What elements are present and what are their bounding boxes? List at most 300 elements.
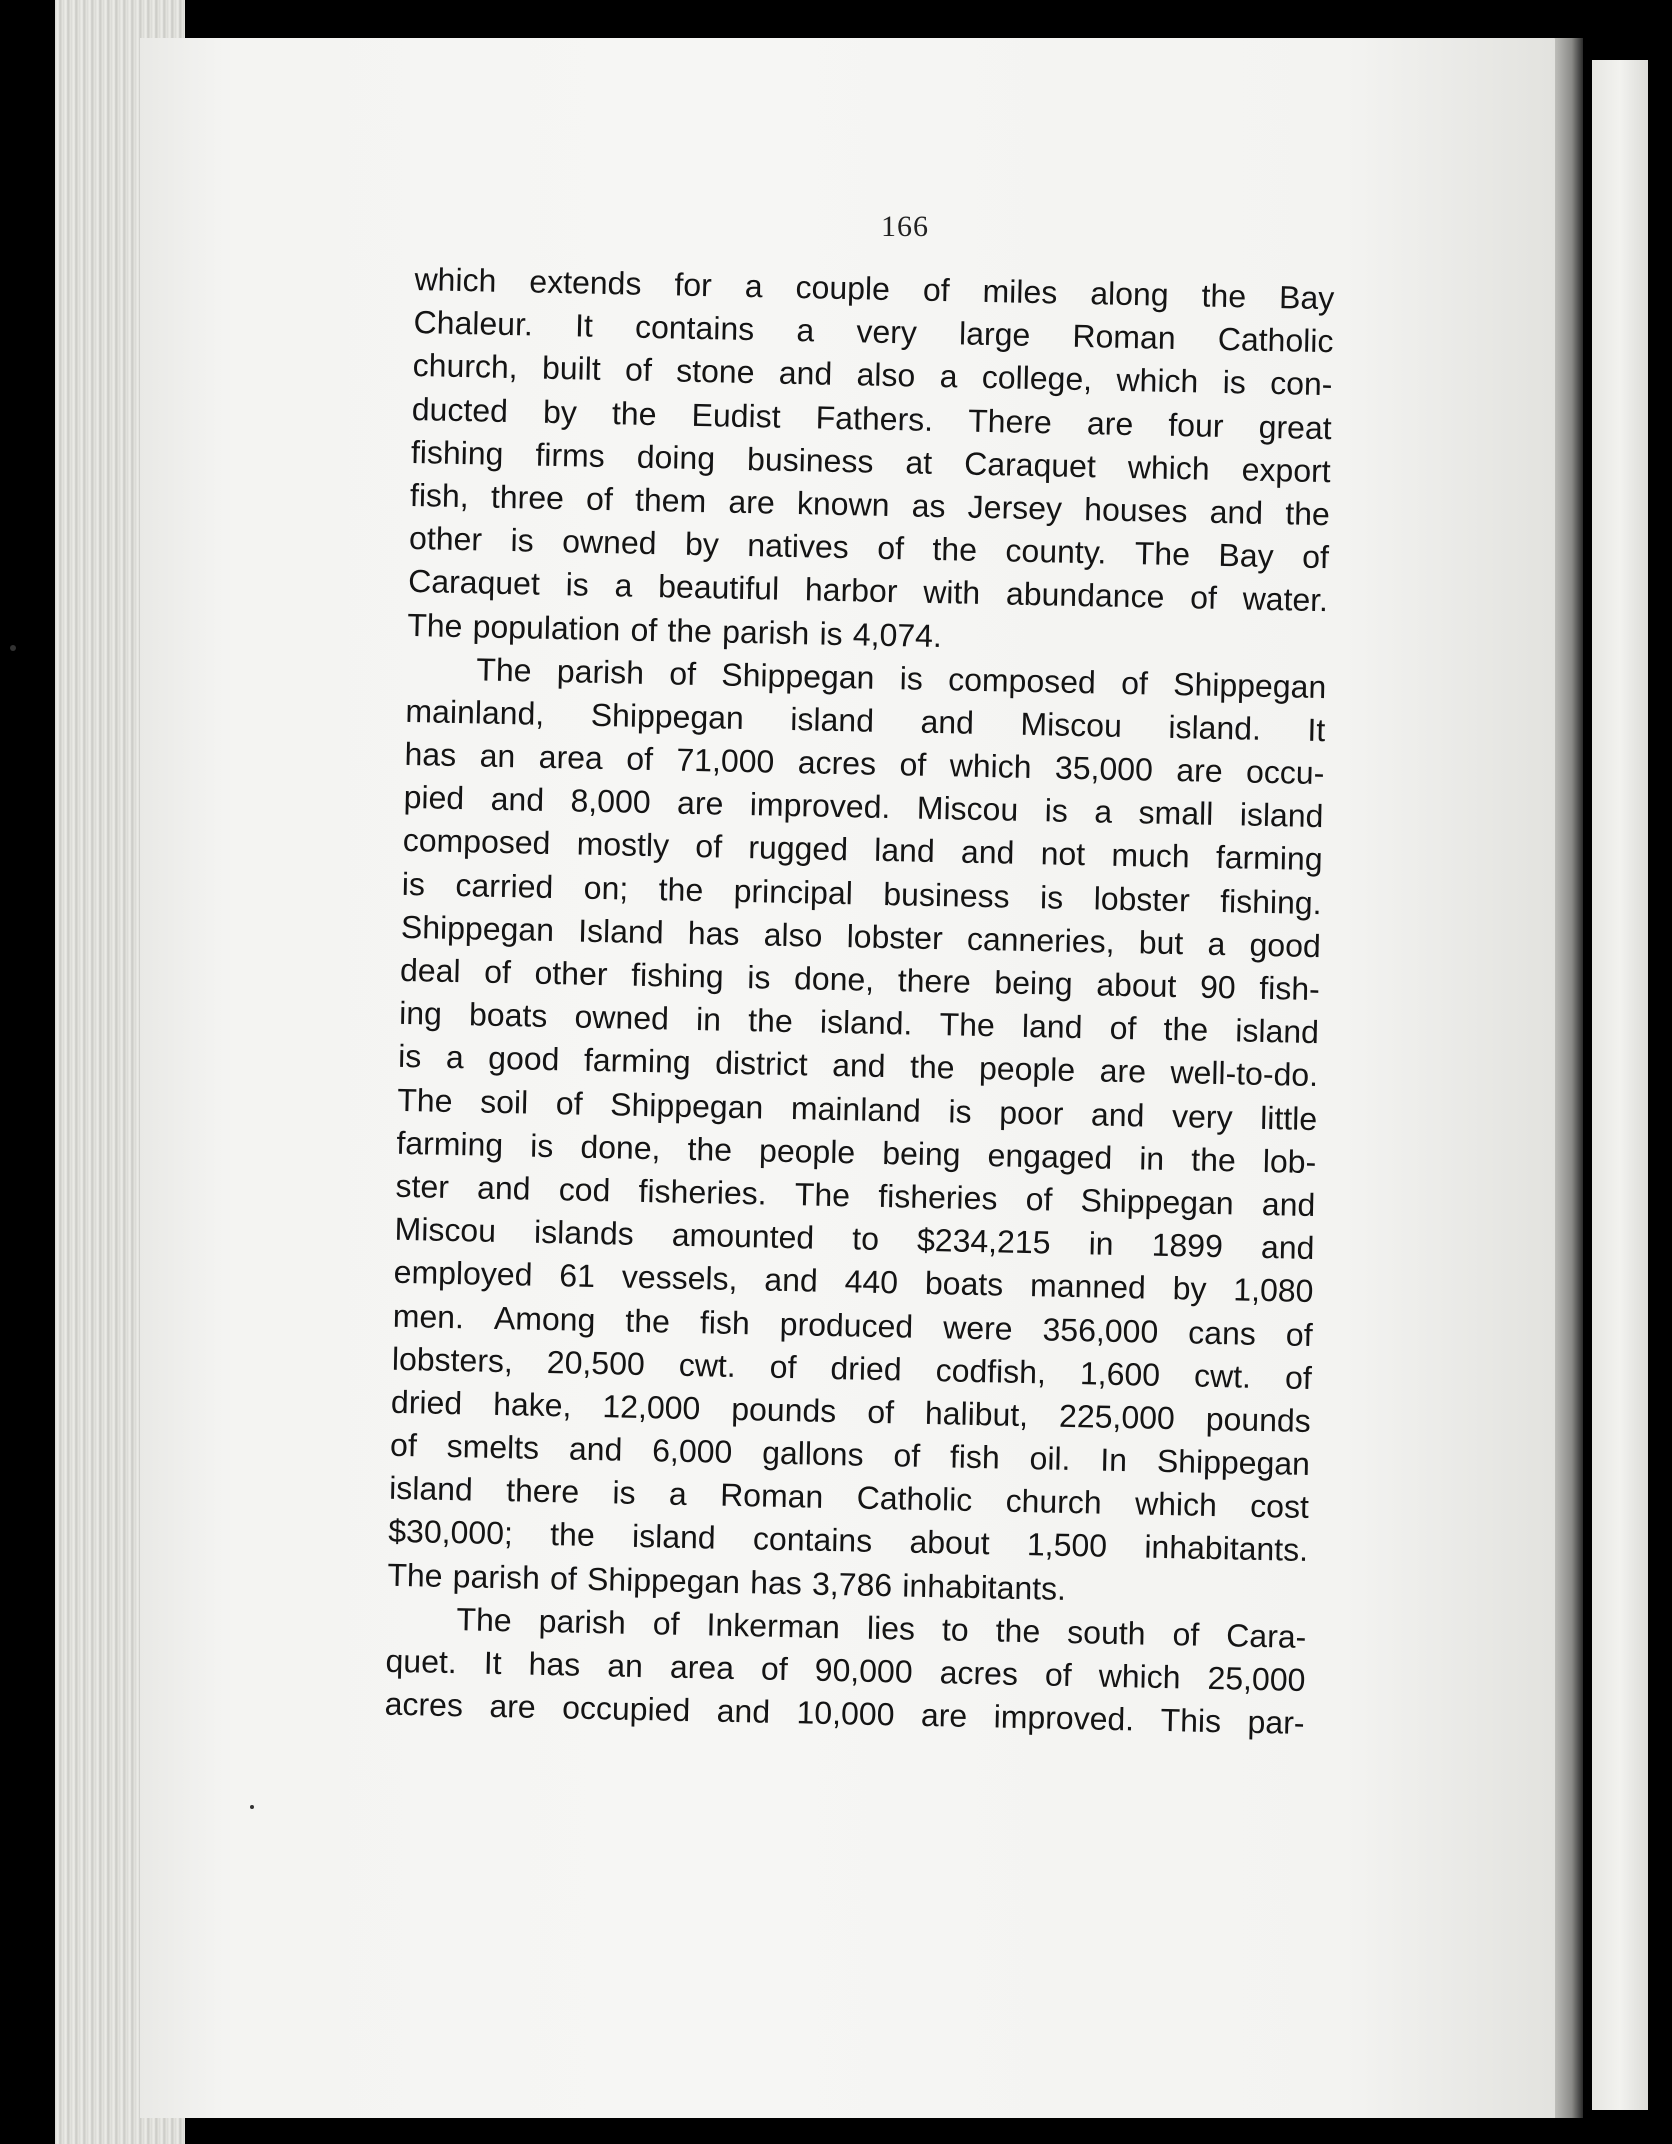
word: is bbox=[510, 522, 535, 559]
word: which bbox=[414, 260, 497, 299]
word: Chaleur. bbox=[413, 304, 534, 343]
word: a bbox=[744, 267, 763, 305]
word: Island bbox=[577, 912, 665, 951]
word: with bbox=[922, 574, 981, 612]
word: men. bbox=[392, 1297, 465, 1335]
word: 1899 bbox=[1151, 1226, 1224, 1265]
word: are bbox=[676, 784, 724, 822]
word: a bbox=[614, 567, 633, 604]
word: improved. bbox=[993, 1698, 1135, 1738]
word: well-to-do. bbox=[1170, 1054, 1319, 1094]
word: codfish, bbox=[935, 1351, 1047, 1391]
word: 12,000 bbox=[602, 1388, 701, 1427]
word: dried bbox=[830, 1349, 903, 1388]
word: island bbox=[388, 1469, 474, 1508]
book-gutter bbox=[1555, 38, 1583, 2118]
word: of bbox=[669, 655, 697, 692]
word: is bbox=[1044, 792, 1069, 830]
word: occupied bbox=[561, 1689, 691, 1729]
word: beautiful bbox=[657, 568, 780, 608]
word: of bbox=[483, 953, 512, 991]
word: The bbox=[406, 606, 463, 644]
word: and bbox=[764, 1261, 819, 1299]
word: This bbox=[1160, 1702, 1222, 1740]
word: doing bbox=[636, 438, 716, 477]
word: of bbox=[760, 1650, 789, 1688]
word: $30,000; bbox=[387, 1513, 514, 1552]
word: by bbox=[542, 393, 578, 430]
word: ducted bbox=[411, 390, 509, 429]
word: large bbox=[958, 315, 1031, 354]
word: 440 bbox=[844, 1263, 899, 1301]
word: vessels, bbox=[621, 1258, 738, 1298]
word: of bbox=[585, 480, 614, 518]
word: of bbox=[1189, 579, 1218, 617]
word: Catholic bbox=[1217, 321, 1334, 360]
word: land bbox=[873, 832, 936, 870]
word: cans bbox=[1187, 1313, 1257, 1352]
word: area bbox=[538, 738, 604, 777]
word: inhabitants. bbox=[902, 1567, 1067, 1607]
word: is bbox=[565, 566, 590, 604]
word: lobster bbox=[1093, 879, 1191, 918]
word: done, bbox=[793, 960, 875, 998]
word: The bbox=[387, 1556, 443, 1594]
word: at bbox=[905, 444, 933, 481]
word: great bbox=[1258, 408, 1332, 446]
word: The bbox=[794, 1176, 851, 1214]
word: has bbox=[687, 914, 740, 952]
word: $234,215 bbox=[916, 1221, 1051, 1261]
word: fish bbox=[699, 1303, 751, 1341]
word: south bbox=[1066, 1613, 1146, 1652]
word: export bbox=[1241, 451, 1332, 489]
word: and bbox=[568, 1430, 623, 1468]
word: has bbox=[749, 1563, 803, 1602]
word: business bbox=[882, 875, 1011, 915]
word: amounted bbox=[671, 1216, 815, 1256]
word: church bbox=[1005, 1482, 1103, 1521]
word: of bbox=[1285, 1315, 1313, 1353]
word: to bbox=[851, 1220, 880, 1258]
word: which bbox=[1134, 1485, 1218, 1524]
word: The bbox=[1134, 535, 1191, 573]
word: 71,000 bbox=[676, 741, 775, 780]
word: and bbox=[476, 1169, 531, 1207]
word: Miscou bbox=[1020, 705, 1123, 744]
word: about bbox=[909, 1524, 990, 1562]
word: parish bbox=[452, 1557, 541, 1596]
word: population bbox=[472, 607, 621, 647]
word: extends bbox=[529, 263, 642, 302]
word: stone bbox=[675, 352, 755, 391]
word: the bbox=[658, 870, 704, 908]
word: little bbox=[1259, 1099, 1318, 1137]
word: Roman bbox=[719, 1476, 824, 1516]
word: of bbox=[549, 1559, 578, 1597]
word: land bbox=[1021, 1008, 1083, 1046]
word: In bbox=[1100, 1441, 1128, 1479]
word: cwt. bbox=[678, 1346, 737, 1384]
word: principal bbox=[733, 872, 854, 911]
word: 225,000 bbox=[1058, 1397, 1176, 1437]
word: is bbox=[1039, 878, 1064, 916]
word: for bbox=[674, 266, 713, 304]
word: parish bbox=[556, 652, 645, 691]
page-number: 166 bbox=[881, 210, 929, 243]
word: of bbox=[866, 1393, 895, 1431]
word: the bbox=[932, 531, 978, 568]
word: cod bbox=[558, 1171, 611, 1209]
word: lob- bbox=[1262, 1142, 1317, 1180]
word: has bbox=[404, 735, 457, 774]
word: to bbox=[941, 1611, 970, 1648]
word: of bbox=[555, 1084, 583, 1122]
word: good bbox=[487, 1040, 560, 1078]
word: a bbox=[796, 312, 815, 349]
word: three bbox=[490, 478, 565, 517]
word: is bbox=[401, 865, 426, 902]
word: 90,000 bbox=[814, 1651, 914, 1690]
word: pied bbox=[403, 779, 465, 817]
word: dried bbox=[390, 1383, 463, 1422]
word: gallons bbox=[761, 1434, 864, 1473]
word: in bbox=[695, 1001, 722, 1038]
word: water. bbox=[1242, 580, 1329, 619]
word: which bbox=[1098, 1657, 1181, 1696]
word: harbor bbox=[804, 571, 898, 610]
word: It bbox=[483, 1644, 502, 1682]
word: acres bbox=[797, 744, 877, 782]
word: Miscou bbox=[916, 789, 1019, 829]
word: and bbox=[920, 703, 975, 741]
word: along bbox=[1089, 275, 1169, 313]
word: smelts bbox=[446, 1427, 540, 1466]
word: and bbox=[1209, 493, 1264, 531]
word: four bbox=[1168, 406, 1224, 444]
word: Shippegan bbox=[609, 1085, 764, 1126]
word: farming bbox=[1215, 839, 1323, 878]
word: and bbox=[960, 834, 1015, 872]
word: owned bbox=[574, 998, 670, 1037]
word: college, bbox=[981, 359, 1093, 398]
word: the bbox=[1284, 495, 1331, 533]
word: fisheries. bbox=[638, 1172, 768, 1212]
word: good bbox=[1249, 926, 1322, 964]
word: Shippegan bbox=[721, 656, 875, 696]
word: inhabitants. bbox=[1144, 1528, 1309, 1569]
word: hake, bbox=[492, 1385, 572, 1424]
word: the bbox=[549, 1516, 596, 1554]
word: Jersey bbox=[967, 488, 1063, 527]
word: island bbox=[790, 700, 875, 739]
word: and bbox=[778, 355, 833, 393]
word: and bbox=[831, 1047, 886, 1085]
word: the bbox=[1201, 277, 1247, 315]
word: 20,500 bbox=[546, 1343, 646, 1382]
word: contains bbox=[634, 308, 755, 348]
word: a bbox=[939, 358, 958, 395]
word: church, bbox=[412, 347, 519, 386]
word: as bbox=[911, 487, 946, 525]
word: are bbox=[489, 1688, 537, 1726]
word: fish, bbox=[409, 476, 470, 515]
word: small bbox=[1138, 794, 1214, 833]
word: of bbox=[652, 1605, 680, 1642]
word: on; bbox=[583, 869, 629, 907]
word: Catholic bbox=[856, 1479, 973, 1519]
word: 1,500 bbox=[1026, 1526, 1108, 1565]
word: fishing bbox=[410, 433, 504, 472]
word: in bbox=[1088, 1225, 1114, 1262]
word: is bbox=[397, 1038, 422, 1075]
word: parish bbox=[538, 1602, 627, 1641]
word: very bbox=[1171, 1097, 1233, 1135]
word: of bbox=[1025, 1180, 1053, 1218]
word: con- bbox=[1269, 365, 1333, 403]
word: of bbox=[1301, 538, 1330, 576]
word: island bbox=[1239, 796, 1324, 835]
word: other bbox=[408, 520, 483, 558]
word: about bbox=[1095, 966, 1177, 1005]
word: district bbox=[714, 1044, 809, 1083]
word: Shippegan bbox=[1080, 1182, 1235, 1222]
word: the bbox=[909, 1048, 955, 1086]
word: in bbox=[1138, 1140, 1165, 1177]
word: very bbox=[856, 313, 918, 351]
adjacent-page-edge bbox=[1592, 60, 1648, 2110]
word: owned bbox=[561, 523, 657, 562]
word: done, bbox=[580, 1128, 661, 1167]
word: Shippegan bbox=[1172, 665, 1327, 705]
word: 6,000 bbox=[651, 1432, 733, 1470]
word: the bbox=[995, 1612, 1041, 1650]
word: which bbox=[1127, 448, 1211, 487]
word: cost bbox=[1249, 1488, 1310, 1526]
word: houses bbox=[1083, 491, 1188, 530]
word: is bbox=[612, 1474, 636, 1512]
word: Inkerman bbox=[706, 1606, 841, 1646]
word: It bbox=[574, 307, 594, 344]
word: 10,000 bbox=[796, 1694, 895, 1733]
word: there bbox=[897, 962, 972, 1000]
word: people bbox=[978, 1050, 1076, 1089]
word: deal bbox=[399, 951, 461, 990]
word: lies bbox=[866, 1609, 916, 1647]
word: which bbox=[949, 747, 1032, 786]
word: par- bbox=[1247, 1703, 1305, 1742]
word: of bbox=[1109, 1009, 1137, 1047]
word: also bbox=[763, 916, 823, 954]
word: and bbox=[716, 1692, 771, 1730]
word: acres bbox=[939, 1654, 1019, 1692]
word: fishing. bbox=[1219, 882, 1322, 921]
word: The bbox=[939, 1006, 996, 1044]
word: pounds bbox=[730, 1390, 837, 1429]
word: boats bbox=[924, 1265, 1004, 1303]
word: and bbox=[490, 780, 545, 819]
word: mainland bbox=[790, 1089, 922, 1129]
word: Shippegan bbox=[586, 1560, 741, 1600]
word: of bbox=[389, 1426, 418, 1464]
word: the bbox=[611, 394, 657, 432]
word: employed bbox=[393, 1254, 533, 1293]
word: Cara- bbox=[1225, 1617, 1307, 1655]
word: fisheries bbox=[877, 1177, 998, 1217]
word: which bbox=[1116, 362, 1199, 400]
word: farming bbox=[583, 1042, 692, 1081]
word: farming bbox=[396, 1124, 504, 1163]
word: 1,080 bbox=[1233, 1271, 1314, 1310]
word: of bbox=[630, 611, 658, 648]
word: soil bbox=[479, 1083, 529, 1121]
word: fishing bbox=[630, 956, 725, 995]
word: 35,000 bbox=[1054, 749, 1154, 788]
word: by bbox=[684, 525, 720, 563]
word: of bbox=[1044, 1656, 1073, 1694]
word: also bbox=[856, 356, 916, 394]
word: 90 bbox=[1199, 968, 1237, 1006]
body-text bbox=[384, 258, 1335, 1745]
word: the bbox=[625, 1302, 671, 1340]
word: a bbox=[1093, 793, 1113, 830]
word: lobsters, bbox=[391, 1340, 514, 1379]
word: and bbox=[1090, 1095, 1145, 1134]
word: the bbox=[1190, 1141, 1237, 1179]
word: boats bbox=[468, 996, 548, 1035]
word: composed bbox=[947, 660, 1097, 701]
word: fish- bbox=[1258, 969, 1321, 1008]
word: and bbox=[1261, 1185, 1316, 1223]
word: are bbox=[1099, 1052, 1147, 1090]
word: business bbox=[746, 440, 874, 480]
word: is bbox=[746, 959, 771, 996]
word: rugged bbox=[747, 829, 849, 868]
word: mainland, bbox=[405, 692, 545, 732]
word: produced bbox=[779, 1305, 914, 1345]
word: contains bbox=[752, 1520, 873, 1560]
word: oil. bbox=[1029, 1440, 1071, 1478]
word: a bbox=[445, 1039, 465, 1076]
word: of bbox=[893, 1437, 921, 1474]
word: canneries, bbox=[966, 920, 1115, 960]
word: 4,074. bbox=[852, 615, 943, 654]
dust-speck bbox=[10, 645, 16, 651]
word: Miscou bbox=[394, 1210, 497, 1250]
word: halibut, bbox=[924, 1394, 1029, 1433]
word: The bbox=[456, 1600, 513, 1639]
word: cwt. bbox=[1193, 1357, 1252, 1395]
word: ster bbox=[395, 1167, 450, 1205]
word: an bbox=[606, 1647, 644, 1685]
word: Among bbox=[493, 1299, 596, 1338]
word: engaged bbox=[987, 1136, 1113, 1176]
word: are bbox=[1175, 752, 1223, 790]
word: is bbox=[529, 1127, 554, 1164]
word: Shippegan bbox=[590, 696, 745, 736]
word: 356,000 bbox=[1042, 1310, 1159, 1350]
word: of bbox=[922, 271, 950, 309]
word: The bbox=[476, 651, 532, 689]
word: area bbox=[669, 1648, 735, 1686]
word: occu- bbox=[1245, 753, 1325, 792]
word: ing bbox=[398, 995, 443, 1032]
word: pounds bbox=[1205, 1400, 1312, 1439]
word: people bbox=[758, 1132, 856, 1171]
word: manned bbox=[1029, 1267, 1147, 1306]
word: couple bbox=[795, 268, 891, 307]
word: island. bbox=[819, 1003, 913, 1042]
word: of bbox=[899, 746, 927, 783]
word: of bbox=[624, 351, 653, 389]
word: Shippegan bbox=[1156, 1442, 1311, 1483]
word: parish bbox=[721, 613, 810, 651]
word: Fathers. bbox=[815, 398, 934, 438]
word: firms bbox=[535, 436, 606, 474]
word: fish bbox=[949, 1438, 1001, 1476]
word: 1,600 bbox=[1079, 1354, 1161, 1393]
word: of bbox=[695, 828, 723, 865]
word: not bbox=[1040, 835, 1086, 873]
word: Roman bbox=[1072, 317, 1176, 357]
word: island bbox=[631, 1518, 717, 1557]
word: is bbox=[1222, 364, 1247, 401]
word: The bbox=[396, 1081, 453, 1119]
word: were bbox=[942, 1308, 1013, 1347]
word: the bbox=[747, 1002, 794, 1040]
word: Eudist bbox=[691, 396, 781, 435]
word: quet. bbox=[385, 1642, 458, 1681]
word: Bay bbox=[1218, 537, 1275, 575]
word: of bbox=[1172, 1615, 1200, 1653]
word: island. bbox=[1168, 708, 1262, 747]
word: being bbox=[881, 1134, 961, 1173]
word: It bbox=[1307, 711, 1326, 749]
word: 25,000 bbox=[1207, 1659, 1306, 1698]
word: but bbox=[1138, 924, 1184, 962]
word: acres bbox=[384, 1685, 464, 1724]
dust-speck bbox=[250, 1805, 254, 1809]
word: the bbox=[1163, 1011, 1209, 1048]
word: an bbox=[479, 737, 516, 775]
word: and bbox=[1260, 1229, 1315, 1267]
word: 61 bbox=[559, 1257, 596, 1295]
word: a bbox=[668, 1475, 688, 1513]
word: much bbox=[1111, 837, 1191, 875]
word: mostly bbox=[576, 825, 670, 864]
word: there bbox=[505, 1472, 580, 1510]
word: poor bbox=[998, 1093, 1064, 1132]
word: carried bbox=[455, 866, 554, 905]
word: built bbox=[541, 350, 602, 388]
word: miles bbox=[982, 272, 1058, 311]
word: Shippegan bbox=[400, 908, 555, 948]
word: known bbox=[796, 484, 890, 523]
word: by bbox=[1172, 1270, 1207, 1308]
word: 8,000 bbox=[570, 782, 652, 821]
word: of bbox=[1120, 664, 1149, 702]
word: of bbox=[625, 740, 654, 778]
word: them bbox=[634, 481, 707, 520]
word: are bbox=[1086, 404, 1134, 442]
word: the bbox=[667, 611, 713, 649]
word: Bay bbox=[1278, 279, 1335, 317]
word: island bbox=[1234, 1012, 1320, 1051]
word: of bbox=[1284, 1359, 1313, 1396]
word: being bbox=[994, 964, 1074, 1002]
word: is bbox=[948, 1092, 972, 1130]
word: islands bbox=[533, 1213, 635, 1252]
